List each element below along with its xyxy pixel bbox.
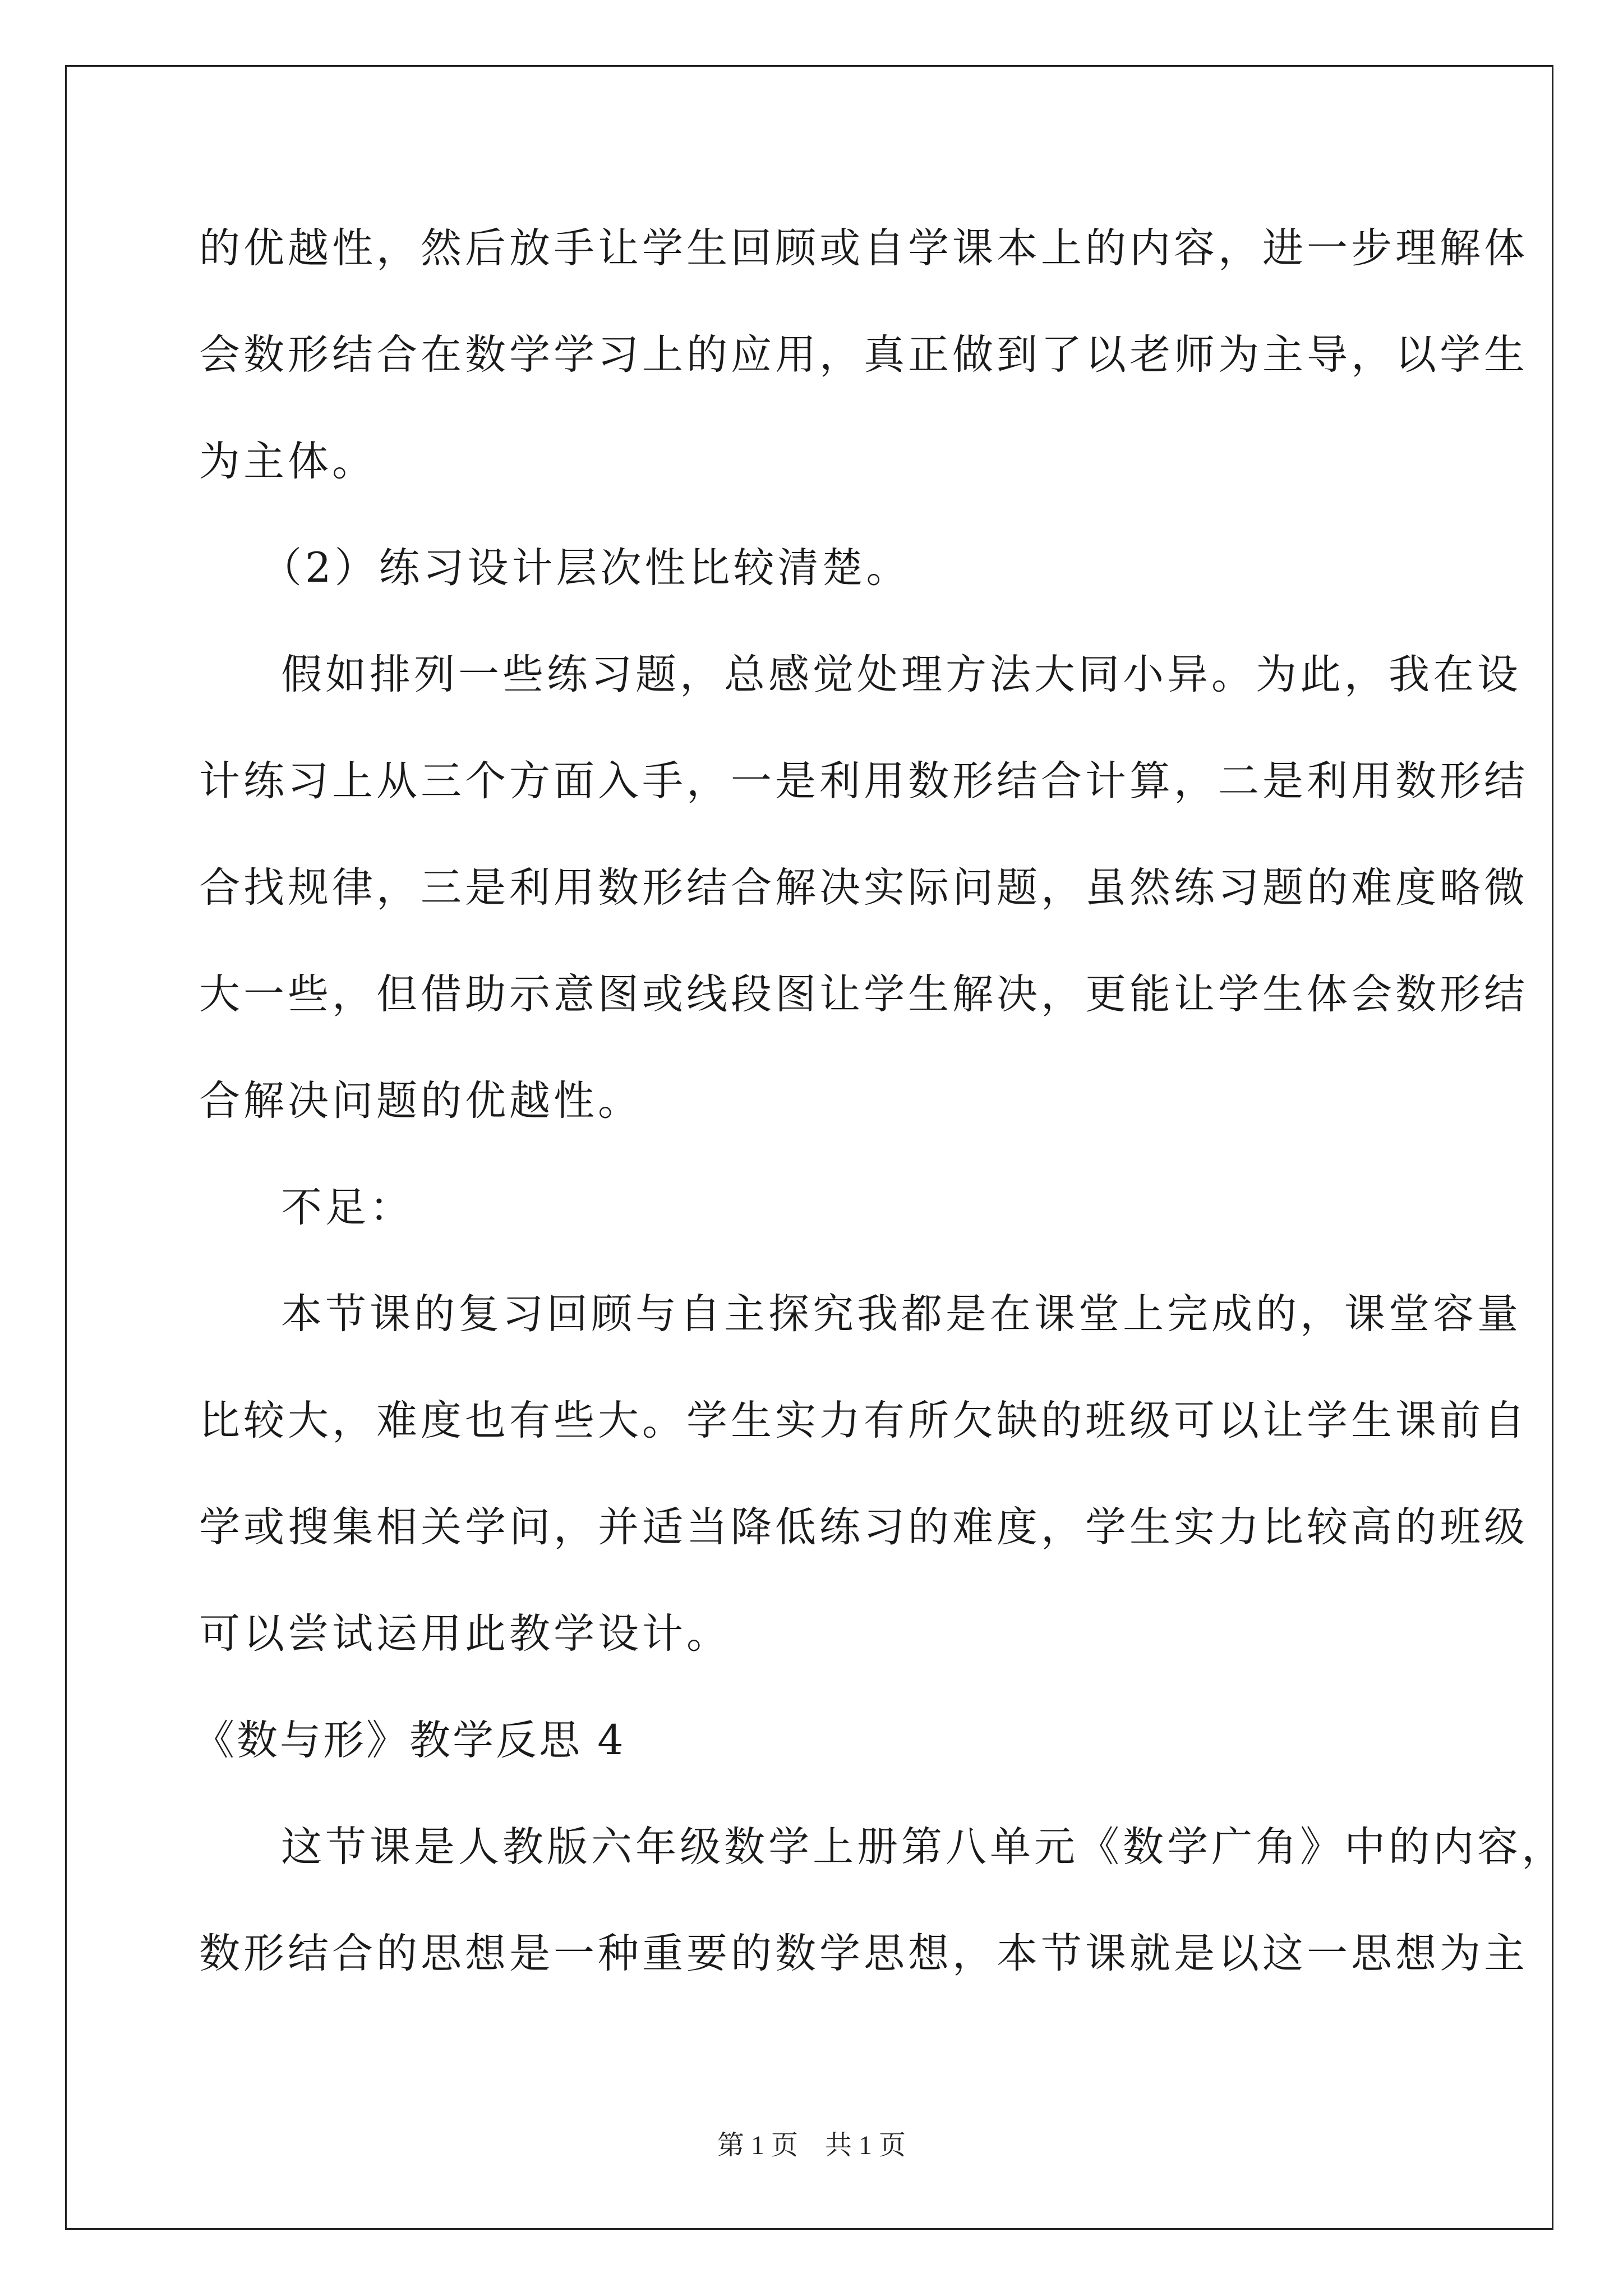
paragraph-line: 的优越性，然后放手让学生回顾或自学课本上的内容，进一步理解体 xyxy=(199,224,1528,272)
paragraph-line: 大一些，但借助示意图或线段图让学生解决，更能让学生体会数形结 xyxy=(199,970,1528,1018)
paragraph-line: 数形结合的思想是一种重要的数学思想，本节课就是以这一思想为主 xyxy=(199,1930,1528,1977)
paragraph-line: 可以尝试运用此教学设计。 xyxy=(199,1610,731,1658)
page-border xyxy=(65,65,1553,2230)
paragraph-line: 本节课的复习回顾与自主探究我都是在课堂上完成的，课堂容量 xyxy=(281,1290,1521,1338)
paragraph-line: 计练习上从三个方面入手，一是利用数形结合计算，二是利用数形结 xyxy=(199,757,1528,805)
page-footer xyxy=(0,2129,1623,2162)
section-heading: 《数与形》教学反思 4 xyxy=(193,1717,626,1764)
paragraph-line: 合解决问题的优越性。 xyxy=(199,1077,642,1125)
paragraph-line: 会数形结合在数学学习上的应用，真正做到了以老师为主导，以学生 xyxy=(199,331,1528,379)
paragraph-line: 学或搜集相关学问，并适当降低练习的难度，学生实力比较高的班级 xyxy=(199,1503,1528,1551)
page-number: 第 1 页 xyxy=(717,2131,798,2160)
paragraph-line: 合找规律，三是利用数形结合解决实际问题，虽然练习题的难度略微 xyxy=(199,864,1528,912)
section-subheading: （2）练习设计层次性比较清楚。 xyxy=(261,544,911,592)
section-label: 不足： xyxy=(281,1184,414,1231)
paragraph-line: 比较大，难度也有些大。学生实力有所欠缺的班级可以让学生课前自 xyxy=(199,1397,1528,1444)
paragraph-line: 为主体。 xyxy=(199,438,376,485)
page-total: 共 1 页 xyxy=(825,2131,906,2160)
paragraph-line: 这节课是人教版六年级数学上册第八单元《数学广角》中的内容， xyxy=(281,1823,1566,1871)
paragraph-line: 假如排列一些练习题，总感觉处理方法大同小异。为此，我在设 xyxy=(281,651,1521,698)
